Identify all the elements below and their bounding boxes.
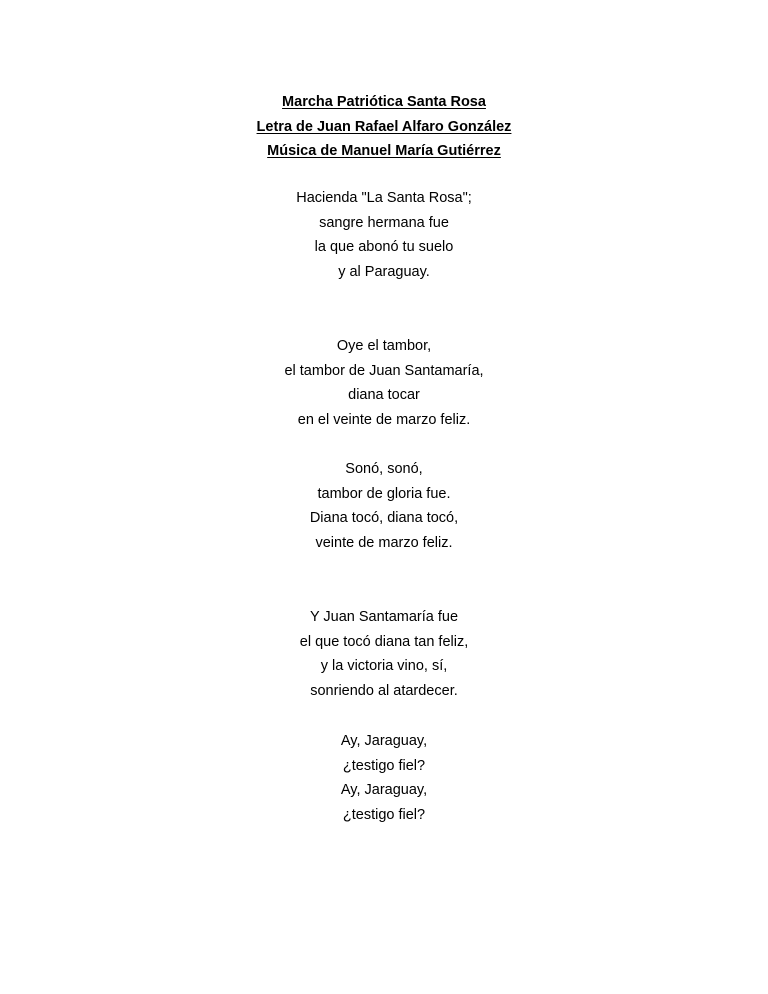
verse-line: sonriendo al atardecer. xyxy=(310,682,458,699)
lyrics-credit: Letra de Juan Rafael Alfaro González xyxy=(256,118,512,135)
page-title: Marcha Patriótica Santa Rosa xyxy=(282,94,486,110)
stanza-2 xyxy=(0,334,768,432)
verse-line: diana tocar xyxy=(348,387,420,403)
verse-line: Ay, Jaraguay, xyxy=(340,733,428,749)
verse-line: Sonó, sonó, xyxy=(345,461,423,477)
verse-line: ¿testigo fiel? xyxy=(342,757,426,774)
verse-line: tambor de gloria fue. xyxy=(317,485,451,502)
verse-line: ¿testigo fiel? xyxy=(342,806,426,823)
verse-line: Oye el tambor, xyxy=(336,338,432,354)
verse-line: sangre hermana fue xyxy=(319,214,449,231)
document-header xyxy=(0,90,768,164)
music-credit: Música de Manuel María Gutiérrez xyxy=(267,143,501,159)
verse-line: en el veinte de marzo feliz. xyxy=(297,411,471,428)
verse-line: el tambor de Juan Santamaría, xyxy=(284,362,484,379)
verse-line: Y Juan Santamaría fue xyxy=(309,609,459,625)
verse-line: Hacienda "La Santa Rosa"; xyxy=(296,190,472,206)
verse-line: el que tocó diana tan feliz, xyxy=(299,633,469,650)
verse-line: y al Paraguay. xyxy=(338,263,430,280)
stanza-4 xyxy=(0,605,768,703)
verse-line: Ay, Jaraguay, xyxy=(340,782,428,798)
verse-line: veinte de marzo feliz. xyxy=(315,534,453,551)
stanza-3 xyxy=(0,457,768,555)
verse-line: la que abonó tu suelo xyxy=(314,239,454,255)
verse-line: Diana tocó, diana tocó, xyxy=(309,510,459,526)
verse-line: y la victoria vino, sí, xyxy=(320,658,448,674)
stanza-5 xyxy=(0,729,768,827)
stanza-1 xyxy=(0,186,768,284)
